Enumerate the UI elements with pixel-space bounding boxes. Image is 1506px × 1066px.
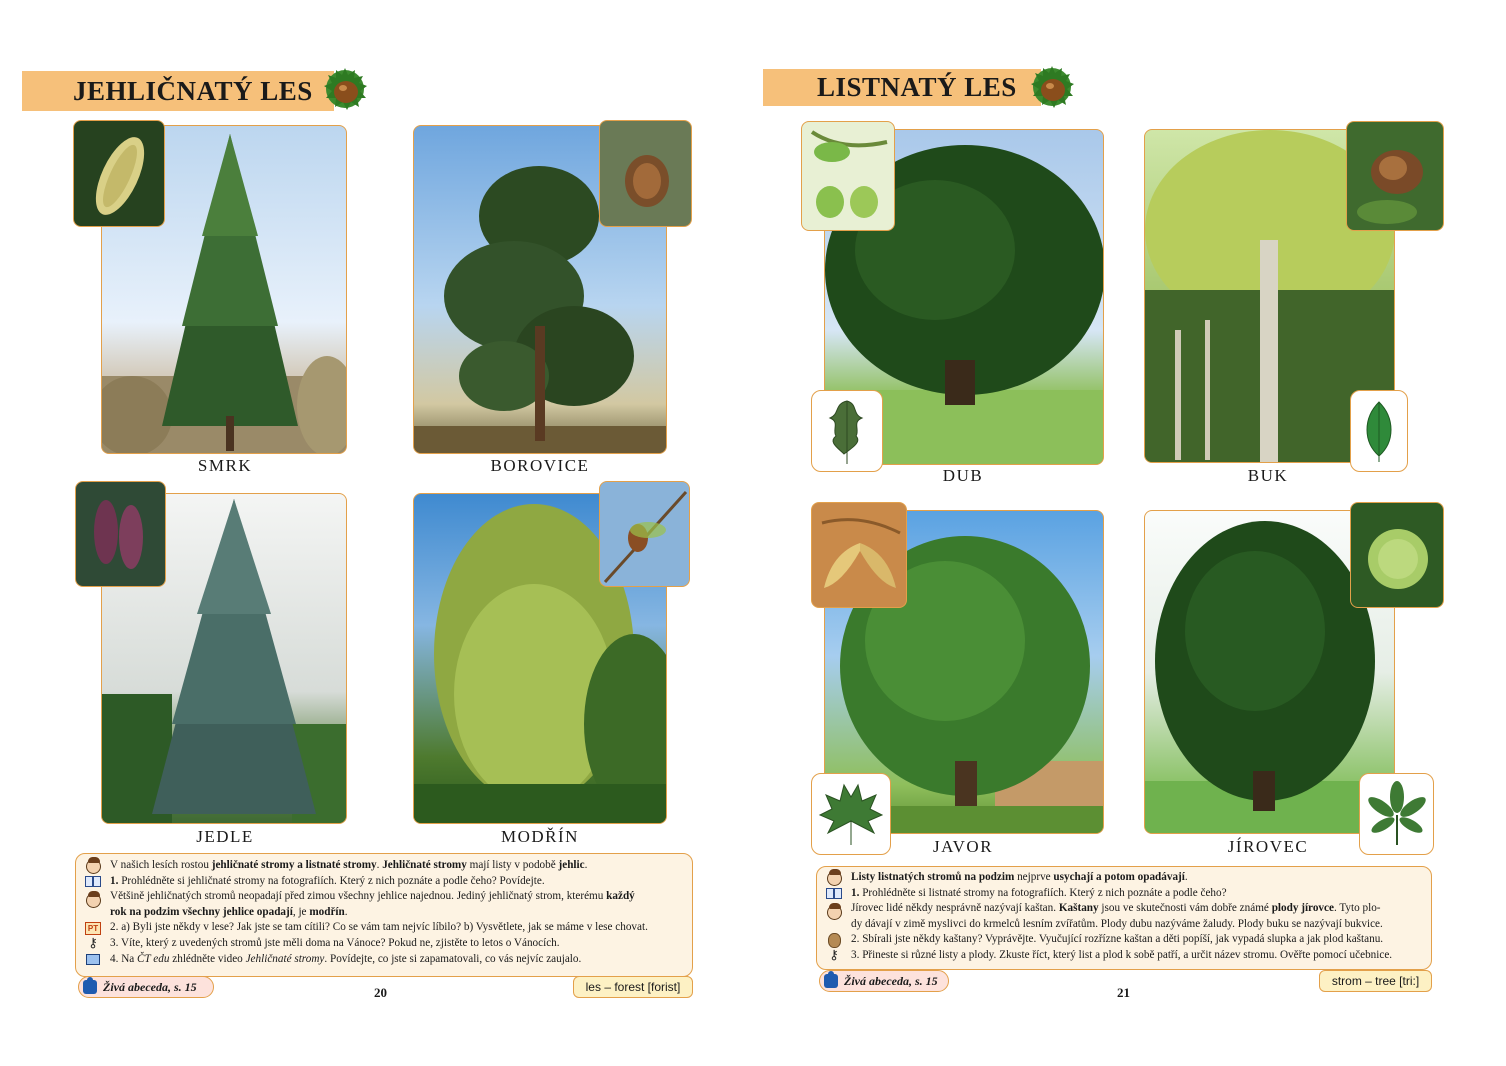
key-icon: ⚷ <box>88 936 98 952</box>
caption-javor: JAVOR <box>932 837 994 856</box>
inset-modrin-cone <box>599 481 690 587</box>
text-info-right-cont: dy dávají v zimě myslivci do krmelců lesním zvířatům. Plody dubu nazýváme žaludy. Plody buku se nazývají bukvice. <box>851 917 1383 930</box>
book-icon <box>84 875 102 889</box>
child-face-icon <box>84 859 102 873</box>
caption-dub: DUB <box>942 466 984 485</box>
chestnut-icon <box>322 66 368 112</box>
fir-cones-image <box>76 482 166 587</box>
spruce-cone-image <box>74 121 165 227</box>
reference-badge-right: Živá abeceda, s. 15 <box>819 970 949 992</box>
text-question-1-right: 1. Prohlédněte si listnaté stromy na fotografiích. Který z nich poznáte a podle čeho? <box>825 886 1423 902</box>
text-info-right: Jírovec lidé někdy nesprávně nazývají kaštan. Kaštany jsou ve skutečnosti vám dobře známé plody jírovce. Tyto plo- <box>825 901 1423 917</box>
inset-borovice-cone <box>599 120 692 227</box>
caption-jirovec: JÍROVEC <box>1227 837 1309 856</box>
chestnut-icon <box>1029 64 1075 110</box>
text-intro-left: V našich lesích rostou jehličnaté stromy a listnaté stromy. Jehličnaté stromy mají listy v podobě jehlic. <box>84 858 684 874</box>
inset-jirovec-leaf <box>1359 773 1434 855</box>
page-number-right: 21 <box>1117 985 1130 1000</box>
caption-jedle: JEDLE <box>196 827 254 846</box>
key-icon: ⚷ <box>829 948 839 964</box>
text-question-2-right: 2. Sbírali jste někdy kaštany? Vyprávějte. Vyučující rozřízne kaštan a děti popíší, jak vypadá slupka a jak plod kaštanu. <box>825 932 1423 948</box>
pt-icon: PT <box>84 921 102 935</box>
caption-buk: BUK <box>1247 466 1289 485</box>
title-band-right <box>763 69 1041 106</box>
text-question-3-right: ⚷ 3. Přineste si různé listy a plody. Zkuste říct, který list a plod k sobě patří, a určit název stromu. Ověřte pomocí učebnice. <box>825 948 1423 964</box>
page-title-left: JEHLIČNATÝ LES <box>73 75 313 106</box>
inset-jedle-cones <box>75 481 166 587</box>
owl-icon <box>825 933 843 947</box>
larch-cone-image <box>600 482 690 587</box>
vocab-box-right: strom – tree [tri:] <box>1319 970 1432 992</box>
inset-buk-nuts <box>1346 121 1444 231</box>
text-intro-right: Listy listnatých stromů na podzim nejprve usychají a potom opadávají. <box>825 870 1423 886</box>
inset-dub-leaf <box>811 390 883 472</box>
text-question-2-left: PT 2. a) Byli jste někdy v lese? Jak jste se tam cítili? Co se vám tam nejvíc líbilo? b) Vysvětlete, jak se máme v lese chovat. <box>84 920 684 936</box>
page-right <box>753 0 1506 1066</box>
title-band-left <box>22 71 334 111</box>
puzzle-icon <box>83 980 97 994</box>
horse-chestnut-leaf-icon <box>1365 781 1429 847</box>
text-question-1-left: 1. Prohlédněte si jehličnaté stromy na fotografiích. Který z nich poznáte a podle čeho? Povídejte. <box>84 874 684 890</box>
inset-buk-leaf <box>1350 390 1408 472</box>
inset-dub-acorns <box>801 121 895 231</box>
caption-borovice: BOROVICE <box>490 456 590 475</box>
chestnut-fruit-image <box>1351 503 1444 608</box>
caption-smrk: SMRK <box>197 456 253 475</box>
text-question-3-left: ⚷ 3. Víte, který z uvedených stromů jste měli doma na Vánoce? Pokud ne, zjistěte to letos o Vánocích. <box>84 936 684 952</box>
inset-jirovec-fruit <box>1350 502 1444 608</box>
book-icon <box>825 887 843 901</box>
textbox-left <box>75 853 693 977</box>
inset-javor-leaf <box>811 773 891 855</box>
page-number-left: 20 <box>374 985 387 1000</box>
computer-icon <box>84 953 102 967</box>
text-info-left-cont: rok na podzim všechny jehlice opadají, je modřín. <box>110 905 348 918</box>
oak-leaf-icon <box>822 396 872 466</box>
beech-leaf-icon <box>1359 398 1399 464</box>
maple-seeds-image <box>812 503 907 608</box>
acorns-image <box>802 122 895 231</box>
beechnuts-image <box>1347 122 1444 231</box>
text-question-4-left: 4. Na ČT edu zhlédněte video Jehličnaté stromy. Povídejte, co jste si zapamatovali, co vás nejvíc zaujalo. <box>84 952 684 968</box>
pine-cone-image <box>600 121 692 227</box>
child-face-icon <box>825 871 843 885</box>
caption-modrin: MODŘÍN <box>501 827 579 846</box>
inset-smrk-cone <box>73 120 165 227</box>
inset-javor-seeds <box>811 502 907 608</box>
reference-badge-left: Živá abeceda, s. 15 <box>78 976 214 998</box>
textbox-right <box>816 866 1432 970</box>
vocab-box-left: les – forest [forist] <box>573 976 693 998</box>
page-title-right: LISTNATÝ LES <box>817 72 1017 102</box>
maple-leaf-icon <box>818 781 884 847</box>
text-info-left: Většině jehličnatých stromů neopadají před zimou všechny jehlice najednou. Jediný jehličnatý strom, kterému každý <box>84 889 684 905</box>
puzzle-icon <box>824 974 838 988</box>
